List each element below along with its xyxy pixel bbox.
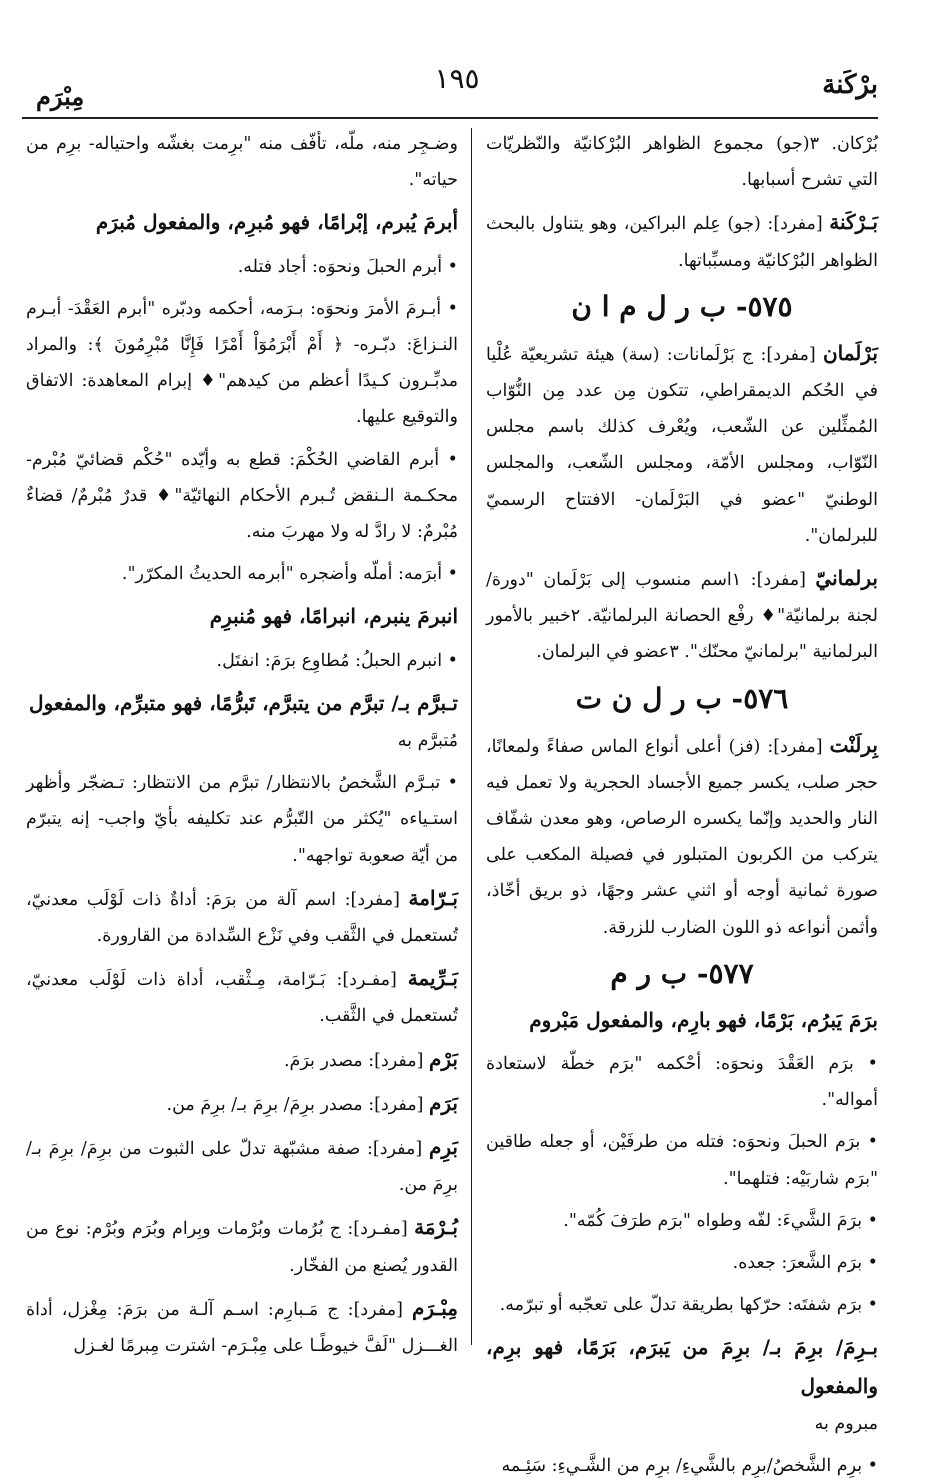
verb-headword bbox=[26, 685, 458, 759]
entry bbox=[26, 1041, 458, 1079]
entry bbox=[486, 335, 878, 554]
headword: بَرِم bbox=[429, 1135, 458, 1160]
headword: بَـرِّيمة bbox=[407, 966, 458, 991]
entry bbox=[26, 1085, 458, 1123]
definition: [مفـرد]: ج بُرُمات وبُرْمات وبِرام وبُرَم وبُرْم: نوع من القدور يُصنع من الفخّار. bbox=[26, 1219, 458, 1276]
entry bbox=[486, 727, 878, 946]
definition: [مفرد]: اسم آلة من برَمَ: أداةٌ ذات لَوْلَب معدنيّ، تُستعمل في الثَّقب وفي نَزْع السِّدادة من القارورة. bbox=[26, 889, 458, 947]
sense: • برَم الحبلَ ونحوَه: فتله من طرفَيْن، أو جعله طاقين "برَم شاربَيْه: فتلهما". bbox=[486, 1132, 878, 1189]
sense: • برَم العَقْدَ ونحوَه: أحْكمه "برَم خطّة لاستعادة أمواله". bbox=[486, 1054, 878, 1111]
entry bbox=[26, 1290, 458, 1364]
headword: انبرمَ ينبرم، انبرامًا، فهو مُنبرِم bbox=[209, 604, 458, 629]
entry bbox=[26, 960, 458, 1034]
object-note: مبروم به bbox=[814, 1413, 878, 1434]
headword: بَـرْكَنة bbox=[829, 210, 878, 235]
object-note: مُتبرَّم به bbox=[397, 731, 458, 752]
headword: برلمانيّ bbox=[815, 566, 878, 591]
headword: بَرَم bbox=[429, 1090, 458, 1115]
headword: أبرمَ يُبرم، إبْرامًا، فهو مُبرِم، والمفعول مُبرَم bbox=[95, 210, 458, 235]
verb-headword bbox=[26, 598, 458, 636]
verb-headword bbox=[486, 1002, 878, 1040]
verb-headword bbox=[26, 204, 458, 242]
sense: • برِم الشَّخصُ/برِم بالشَّيءِ/ برِم من الشَّـيءِ: سَئِـمه bbox=[501, 1456, 878, 1477]
headword: بِرلَنْت bbox=[829, 732, 878, 757]
root-heading: ٥٧٦- ب ر ل ن ت bbox=[575, 681, 789, 715]
headword: بُـرْمَة bbox=[414, 1215, 458, 1240]
headword: تـبرَّم بـ/ تبرَّم من يتبرَّم، تَبرُّمًا، فهو متبرِّم، والمفعول bbox=[29, 690, 458, 715]
entry bbox=[26, 1209, 458, 1283]
left-column bbox=[26, 126, 458, 1357]
header-rule bbox=[22, 117, 878, 119]
sense: • أبرم الحبلَ ونحوَه: أجاد فتله. bbox=[237, 256, 458, 277]
sense: • تبـرَّم الشَّخصُ بالانتظار/ تبرَّم من الانتظار: تـضجّر وأظهر استـياءه "يُكثر من التّبرُّم عند تكليفه بأيّ واجب- إنه يتبرّم من أيّة صعوبة تواجهه". bbox=[26, 773, 458, 866]
entry bbox=[486, 560, 878, 671]
definition: [مفرد]: مصدر برَمَ. bbox=[283, 1050, 430, 1071]
definition: [مفـرد]: بَـرّامة، مِـثْقب، أداة ذات لَوْلَب معدنيّ، تُستعمل في الثَّقب. bbox=[26, 970, 458, 1027]
sense: • أبـرمَ الأمرَ ونحوَه: بـرَمه، أحكمه ودبّره "أبرم العَقْدَ- أبـرم النـزاعَ: دبّـره- ﴿ أَمْ أَبْرَمُوٓاْ أَمْرًا فَإِنَّا مُبْرِمُونَ ﴾: والمراد مدبِّـرون كـيدًا أعظم من كيدهم"♦ إبرام المعاهدة: الاتفاق والتوقيع عليها. bbox=[26, 298, 458, 428]
definition: [مفرد]: ج بَرْلَمانات: (سة) هيئة تشريعيّة عُلْيا في الحُكم الديمقراطي، تتكون مِن عدد مِن النُّوّاب المُمثِّلين عن الشّعب، ويُعْرف كذلك باسم مجلس النّوّاب، ومجلس الأمّة، ومجلس الشّعب، والمجلس الوطنيّ "عضو في البَرْلَمان- الافتتاح الرسميّ للبرلمان". bbox=[486, 344, 878, 546]
root-heading: ٥٧٥- ب ر ل م ا ن bbox=[571, 289, 793, 323]
verb-headword bbox=[486, 1329, 878, 1442]
root-heading: ٥٧٧- ب ر م bbox=[610, 956, 754, 990]
entry-text: بُرْكان. ٣(جو) مجموع الظواهر البُرْكانيّة والنّظريّات التي تشرح أسبابها. bbox=[486, 134, 879, 191]
entry bbox=[26, 880, 458, 954]
headword: برَمَ يَبرُم، بَرْمًا، فهو بارِم، والمفعول مَبْروم bbox=[529, 1007, 878, 1032]
headword: بَرْم bbox=[429, 1046, 458, 1071]
sense: • انبرم الحبلُ: مُطاوِع برَمَ: انفتَل. bbox=[216, 650, 458, 671]
headword: بَـرّامة bbox=[408, 885, 458, 910]
sense: • أبرَمه: أملّه وأضجره "أبرمه الحديثُ المكرّر". bbox=[121, 564, 458, 585]
page-number: ١٩٥ bbox=[434, 62, 480, 95]
sense: • برَم الشَّعرَ: جعده. bbox=[732, 1253, 878, 1274]
definition: [مفرد]: مصدر برِمَ/ برِمَ بـ/ برِمَ من. bbox=[166, 1094, 430, 1115]
definition: [مفرد]: (فز) أعلى أنواع الماس صفاءً ولمعانًا، حجر صلب، يكسر جميع الأجساد الحجرية ولا تعمل فيه النار والحديد وإنّما يكسره الرصاص، وهو معدن شفّاف يتركب من الكربون المتبلور في فصيلة المكعب على صورة ثمانية أوجه أو اثني عشر وجهًا، ذو بريق أخّاذ، وأثمن أنواعه ذو اللون الضارب للزرقة. bbox=[486, 736, 878, 938]
definition: [مفرد]: ١اسم منسوب إلى بَرْلَمان "دورة/ لجنة برلمانيّة"♦ رفْع الحصانة البرلمانيّة. ٢خبير بالأمور البرلمانية "برلمانيّ محنّك". ٣عضو في البرلمان. bbox=[486, 570, 878, 663]
sense: • أبرم القاضي الحُكْمَ: قطع به وأيّده "حُكْم قضائيّ مُبْرم- محكـمة الـنقض تُـبرم الأحكام النهائيّة"♦ قدرٌ مُبْرمٌ/ قضاءٌ مُبْرمٌ: لا رادَّ له ولا مهربَ منه. bbox=[26, 449, 458, 543]
headword: مِبْـرَم bbox=[411, 1295, 458, 1320]
definition: [مفرد]: صفة مشبّهة تدلّ على الثبوت من برِمَ/ برِمَ بـ/ برِمَ من. bbox=[26, 1139, 458, 1196]
right-column bbox=[486, 126, 879, 1477]
guide-word-first: برْكَنة bbox=[822, 70, 878, 100]
page-header bbox=[36, 60, 878, 120]
definition: [مفرد]: ج مَـبارِم: اسـم آلـة من برَمَ: مِغْزل، أداة الغـــزل "لَفَّ خيوطًـا على مِبْـرَم- اشترت مِبرمًا لغـزل bbox=[26, 1299, 458, 1357]
sense: • برَم شفتَه: حرّكها بطريقة تدلّ على تعجّبه أو تبرّمه. bbox=[499, 1295, 878, 1316]
entry bbox=[26, 1129, 458, 1203]
headword: بـرِمَ/ برِمَ بـ/ برِمَ من يَبرَم، بَرَمًا، فهو برِم، والمفعول bbox=[486, 1335, 878, 1398]
sense: • برَمَ الشَّيءَ: لفّه وطواه "برَم طرَفَ كُمّه". bbox=[563, 1210, 878, 1231]
definition: [مفرد]: (جو) عِلم البراكين، وهو يتناول بالبحث الظواهر البُرْكانيّة ومسبِّباتها. bbox=[486, 214, 878, 271]
continued-text: وضـجِر منه، ملّه، تأفّف منه "برِمت بغشّه واحتياله- برِم من حياته". bbox=[26, 134, 458, 191]
headword: بَرْلَمان bbox=[822, 340, 878, 365]
column-divider bbox=[471, 128, 472, 1345]
guide-word-last: مِبْرَم bbox=[36, 82, 85, 111]
entry bbox=[486, 204, 878, 278]
